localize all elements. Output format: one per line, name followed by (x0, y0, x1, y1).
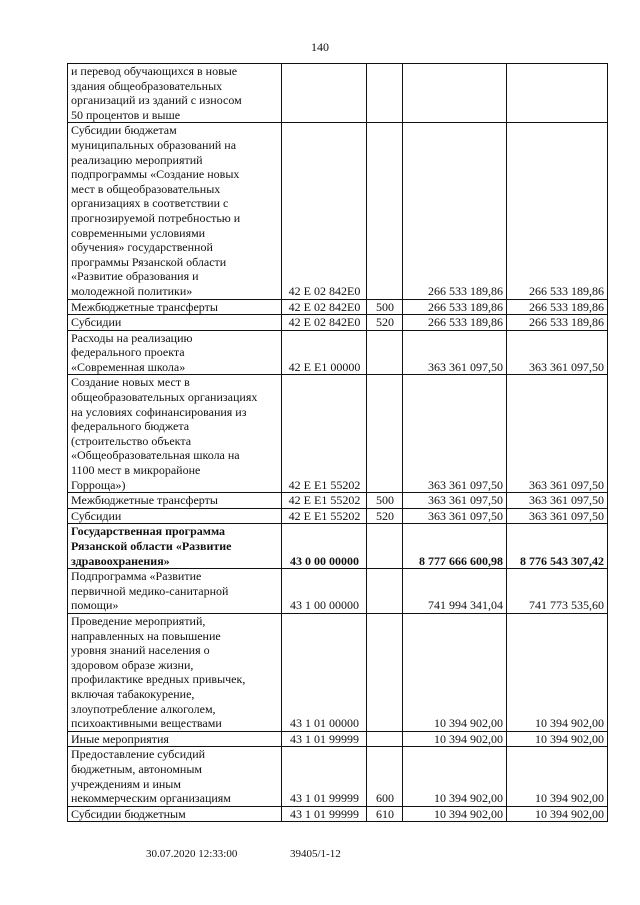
row-code: 43 1 01 99999 (282, 747, 367, 806)
row-expense-type: 610 (367, 806, 403, 822)
row-amount-second: 266 533 189,86 (507, 123, 608, 299)
row-amount-second: 10 394 902,00 (507, 613, 608, 731)
row-code: 43 1 01 99999 (282, 731, 367, 747)
page-number: 140 (311, 40, 329, 54)
row-expense-type: 500 (367, 299, 403, 315)
row-name: Государственная программа Рязанской области «Развитие здравоохранения» (68, 524, 282, 569)
row-name: Предоставление субсидий бюджетным, автономным учреждениям и иным некоммерческим организациям (68, 747, 282, 806)
row-name: Субсидии бюджетным (68, 806, 282, 822)
row-expense-type: 600 (367, 747, 403, 806)
row-amount-first: 741 994 341,04 (403, 569, 507, 614)
table-row (68, 806, 608, 822)
row-code (282, 64, 367, 123)
row-amount-first: 363 361 097,50 (403, 493, 507, 509)
budget-table (67, 63, 608, 822)
row-code: 42 Е Е1 55202 (282, 375, 367, 493)
row-expense-type (367, 731, 403, 747)
row-code: 42 Е Е1 00000 (282, 330, 367, 375)
row-name: Подпрограмма «Развитие первичной медико-санитарной помощи» (68, 569, 282, 614)
row-name: Субсидии (68, 508, 282, 524)
row-name: Проведение мероприятий, направленных на повышение уровня знаний населения о здоровом образе жизни, профилактике вредных привычек, включая табакокурение, злоупотребление алкоголем, психоактивными веществами (68, 613, 282, 731)
row-expense-type (367, 375, 403, 493)
row-amount-second: 363 361 097,50 (507, 330, 608, 375)
row-code: 42 Е 02 842Е0 (282, 315, 367, 331)
table-row (68, 330, 608, 375)
row-name: и перевод обучающихся в новые здания общеобразовательных организаций из зданий с износом 50 процентов и выше (68, 64, 282, 123)
row-amount-first: 10 394 902,00 (403, 731, 507, 747)
row-amount-second: 266 533 189,86 (507, 315, 608, 331)
row-name: Создание новых мест в общеобразовательных организациях на условиях софинансирования из федерального бюджета (строительство объекта «Общеобразовательная школа на 1100 мест в микрорайоне Горроща») (68, 375, 282, 493)
row-code: 43 1 00 00000 (282, 569, 367, 614)
row-amount-second: 363 361 097,50 (507, 375, 608, 493)
table-row (68, 375, 608, 493)
row-expense-type (367, 524, 403, 569)
budget-table-body (68, 64, 608, 822)
footer-datetime: 30.07.2020 12:33:00 (146, 848, 238, 860)
table-row (68, 613, 608, 731)
row-expense-type: 520 (367, 508, 403, 524)
table-row (68, 493, 608, 509)
table-row (68, 524, 608, 569)
row-amount-second: 8 776 543 307,42 (507, 524, 608, 569)
row-amount-first: 363 361 097,50 (403, 375, 507, 493)
row-expense-type (367, 613, 403, 731)
row-expense-type (367, 330, 403, 375)
row-name: Иные мероприятия (68, 731, 282, 747)
table-row (68, 64, 608, 123)
row-expense-type (367, 569, 403, 614)
row-amount-second (507, 64, 608, 123)
row-amount-first: 363 361 097,50 (403, 330, 507, 375)
row-expense-type: 500 (367, 493, 403, 509)
row-expense-type (367, 64, 403, 123)
row-code: 43 0 00 00000 (282, 524, 367, 569)
row-code: 42 Е 02 842Е0 (282, 299, 367, 315)
table-row (68, 299, 608, 315)
table-row (68, 508, 608, 524)
row-amount-first: 10 394 902,00 (403, 806, 507, 822)
table-row (68, 123, 608, 299)
footer-doc-code: 39405/1-12 (290, 848, 341, 860)
row-amount-first: 10 394 902,00 (403, 747, 507, 806)
row-amount-first: 266 533 189,86 (403, 315, 507, 331)
row-amount-second: 10 394 902,00 (507, 747, 608, 806)
row-name: Субсидии бюджетам муниципальных образований на реализацию мероприятий подпрограммы «Создание новых мест в общеобразовательных организациях в соответствии с прогнозируемой потребностью и современными условиями обучения» государственной программы Рязанской области «Развитие образования и молодежной политики» (68, 123, 282, 299)
row-code: 42 Е Е1 55202 (282, 508, 367, 524)
row-amount-second: 10 394 902,00 (507, 806, 608, 822)
table-row (68, 747, 608, 806)
row-amount-second: 10 394 902,00 (507, 731, 608, 747)
row-amount-second: 363 361 097,50 (507, 493, 608, 509)
table-row (68, 569, 608, 614)
row-name: Расходы на реализацию федерального проекта «Современная школа» (68, 330, 282, 375)
row-amount-first: 266 533 189,86 (403, 123, 507, 299)
row-expense-type (367, 123, 403, 299)
row-expense-type: 520 (367, 315, 403, 331)
row-code: 43 1 01 00000 (282, 613, 367, 731)
table-row (68, 315, 608, 331)
table-row (68, 731, 608, 747)
row-amount-first: 8 777 666 600,98 (403, 524, 507, 569)
row-name: Межбюджетные трансферты (68, 493, 282, 509)
row-amount-first (403, 64, 507, 123)
row-name: Субсидии (68, 315, 282, 331)
row-amount-second: 741 773 535,60 (507, 569, 608, 614)
row-amount-second: 363 361 097,50 (507, 508, 608, 524)
row-code: 42 Е 02 842Е0 (282, 123, 367, 299)
row-name: Межбюджетные трансферты (68, 299, 282, 315)
row-amount-first: 10 394 902,00 (403, 613, 507, 731)
row-amount-second: 266 533 189,86 (507, 299, 608, 315)
row-code: 43 1 01 99999 (282, 806, 367, 822)
row-amount-first: 266 533 189,86 (403, 299, 507, 315)
row-code: 42 Е Е1 55202 (282, 493, 367, 509)
row-amount-first: 363 361 097,50 (403, 508, 507, 524)
